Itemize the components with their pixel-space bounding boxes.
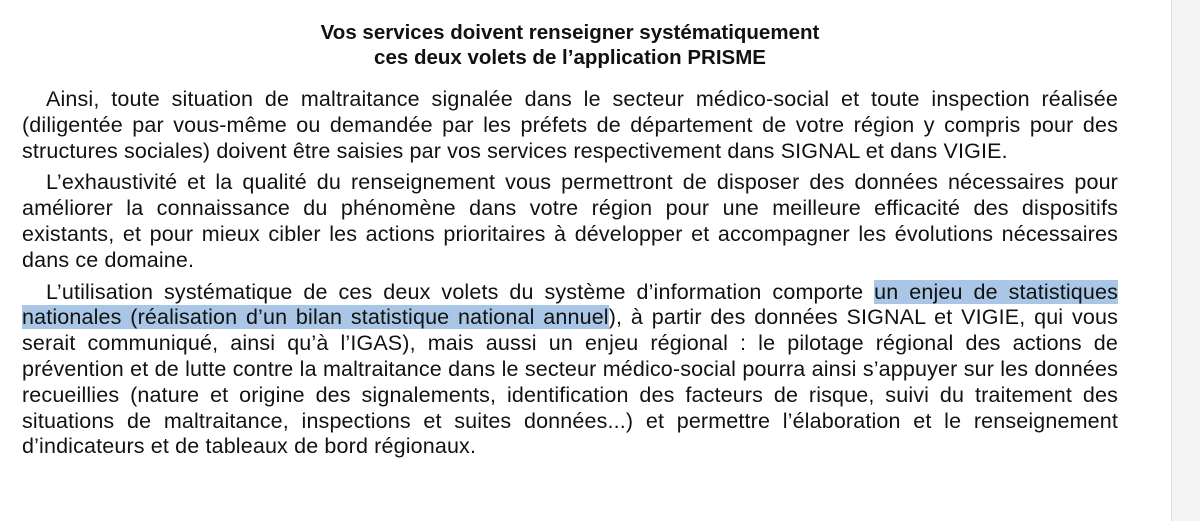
window-edge-scrollbar: [1171, 0, 1200, 521]
paragraph-3-text-after: ), à partir des données SIGNAL et VIGIE, qui vous serait communiqué, ainsi qu’à l’IGAS), mais aussi un enjeu régional : le pilotage régional des actions de prévention et de lutte contre la maltraitance dans le secteur médico-social pourra ainsi s’appuyer sur les données recueillies (nature et origine des signalements, identification des facteurs de risque, suivi du traitement des situations de maltraitance, inspections et suites données...) et permettre l’élaboration et le renseignement d’indicateurs et de tableaux de bord régionaux.: [22, 305, 1118, 459]
heading-line-1: Vos services doivent renseigner systématiquement: [320, 21, 820, 44]
selected-text-highlight[interactable]: un enjeu de statistiques nationales (réalisation d’un bilan statistique national annuel: [22, 279, 1118, 330]
section-heading: [22, 20, 1118, 70]
paragraph-3-text-before: L’utilisation systématique de ces deux volets du système d’information comporte: [46, 279, 875, 304]
document-page: [22, 20, 1118, 466]
paragraph-3: [22, 280, 1118, 461]
heading-line-2: ces deux volets de l’application PRISME: [374, 46, 766, 69]
paragraph-2: L’exhaustivité et la qualité du renseignement vous permettront de disposer des données nécessaires pour améliorer la connaissance du phénomène dans votre région pour une meilleure efficacité des dispositifs existants, et pour mieux cibler les actions prioritaires à développer et accompagner les évolutions nécessaires dans ce domaine.: [22, 170, 1118, 272]
paragraph-1: Ainsi, toute situation de maltraitance signalée dans le secteur médico-social et toute inspection réalisée (diligentée par vous-même ou demandée par les préfets de département de votre région y compris pour des structures sociales) doivent être saisies par vos services respectivement dans SIGNAL et dans VIGIE.: [22, 87, 1118, 163]
